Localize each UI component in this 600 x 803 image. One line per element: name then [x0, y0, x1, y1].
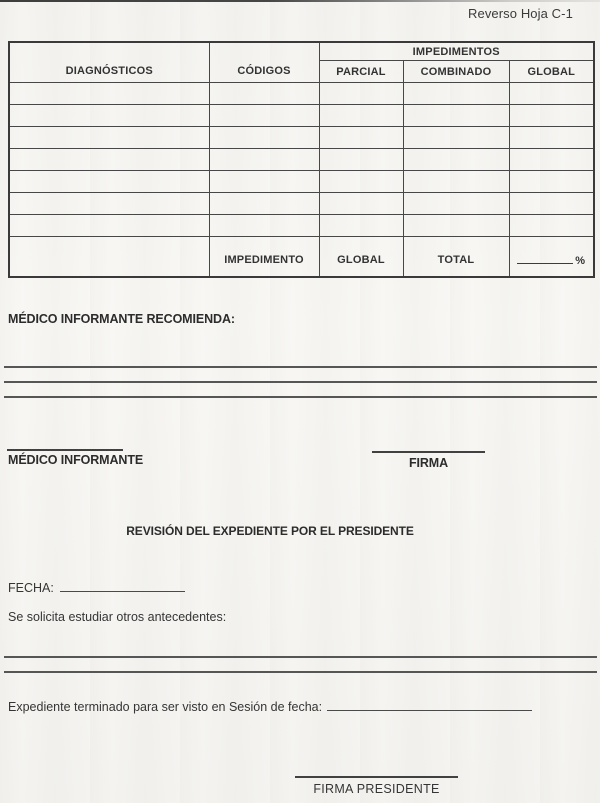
empty-cell	[209, 215, 319, 237]
diagnostics-empty-row	[9, 83, 594, 105]
medico-informante-label: MÉDICO INFORMANTE	[8, 453, 144, 467]
medico-recomienda-label: MÉDICO INFORMANTE RECOMIENDA:	[8, 312, 235, 326]
empty-cell	[509, 127, 594, 149]
writing-line	[4, 671, 597, 673]
summary-global-label: GLOBAL	[319, 237, 403, 278]
empty-cell	[319, 193, 403, 215]
empty-cell	[209, 83, 319, 105]
expediente-row	[8, 696, 532, 714]
fecha-blank-field	[60, 577, 185, 592]
diagnostics-empty-row	[9, 105, 594, 127]
empty-cell	[509, 105, 594, 127]
medico-informante-signature-line	[7, 449, 123, 451]
empty-cell	[319, 105, 403, 127]
empty-cell	[209, 149, 319, 171]
diagnostics-empty-row	[9, 127, 594, 149]
empty-cell	[509, 83, 594, 105]
empty-cell	[403, 171, 509, 193]
writing-line	[4, 396, 597, 398]
summary-impedimento-label: IMPEDIMENTO	[209, 237, 319, 278]
percent-blank-field	[517, 252, 573, 264]
diagnostics-empty-row	[9, 215, 594, 237]
col-header-global: GLOBAL	[509, 61, 594, 83]
col-header-codigos: CÓDIGOS	[209, 42, 319, 83]
fecha-row	[8, 577, 185, 595]
scan-edge-artifact	[0, 0, 600, 2]
summary-total-label: TOTAL	[403, 237, 509, 278]
col-header-diagnosticos: DIAGNÓSTICOS	[9, 42, 209, 83]
firma-label: FIRMA	[408, 456, 449, 470]
col-header-impedimentos: IMPEDIMENTOS	[319, 42, 594, 61]
col-header-parcial: PARCIAL	[319, 61, 403, 83]
summary-percent-cell	[509, 237, 594, 278]
empty-cell	[209, 127, 319, 149]
writing-line	[4, 366, 597, 368]
table-summary-row	[9, 237, 594, 278]
empty-cell	[509, 193, 594, 215]
table-header-row-1	[9, 42, 594, 61]
empty-cell	[9, 83, 209, 105]
empty-cell	[509, 171, 594, 193]
empty-cell	[9, 127, 209, 149]
empty-cell	[319, 83, 403, 105]
expediente-label: Expediente terminado para ser visto en Sesión de fecha:	[8, 700, 323, 714]
revision-title: REVISIÓN DEL EXPEDIENTE POR EL PRESIDENTE	[126, 524, 414, 538]
empty-cell	[209, 193, 319, 215]
firma-signature-line	[372, 451, 485, 453]
empty-cell	[403, 215, 509, 237]
empty-cell	[209, 171, 319, 193]
writing-line	[4, 656, 597, 658]
fecha-label: FECHA:	[8, 581, 54, 595]
expediente-fecha-blank-field	[327, 696, 532, 711]
empty-cell	[9, 105, 209, 127]
diagnostics-empty-row	[9, 193, 594, 215]
empty-cell	[319, 171, 403, 193]
firma-presidente-label: FIRMA PRESIDENTE	[313, 782, 440, 796]
percent-suffix: %	[575, 255, 586, 267]
empty-cell	[403, 105, 509, 127]
empty-cell	[9, 215, 209, 237]
page-reference-label: Reverso Hoja C-1	[468, 6, 573, 21]
empty-cell	[319, 127, 403, 149]
empty-cell	[403, 193, 509, 215]
empty-cell	[509, 149, 594, 171]
firma-presidente-signature-line	[295, 776, 458, 778]
col-header-combinado: COMBINADO	[403, 61, 509, 83]
empty-cell	[403, 149, 509, 171]
empty-cell	[9, 193, 209, 215]
empty-cell	[319, 215, 403, 237]
diagnostics-table	[8, 41, 595, 278]
empty-cell	[209, 105, 319, 127]
empty-cell	[9, 171, 209, 193]
empty-cell	[9, 149, 209, 171]
diagnostics-empty-row	[9, 149, 594, 171]
summary-empty-cell	[9, 237, 209, 278]
empty-cell	[403, 127, 509, 149]
empty-cell	[319, 149, 403, 171]
empty-cell	[509, 215, 594, 237]
writing-line	[4, 381, 597, 383]
empty-cell	[403, 83, 509, 105]
diagnostics-empty-row	[9, 171, 594, 193]
solicita-label: Se solicita estudiar otros antecedentes:	[8, 610, 227, 624]
